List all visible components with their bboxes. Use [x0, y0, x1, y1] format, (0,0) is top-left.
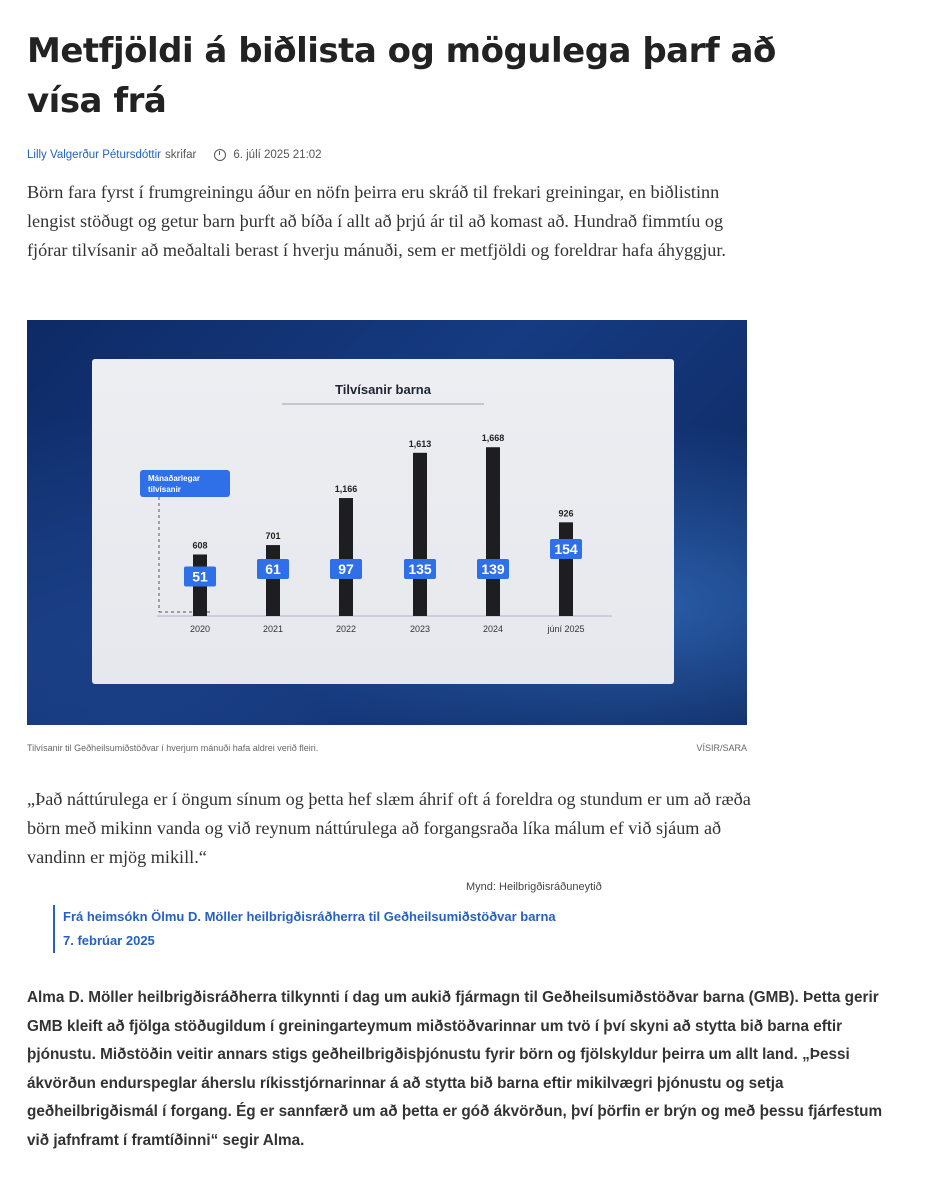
- x-tick-label: 2023: [409, 624, 431, 634]
- x-tick-label: 2024: [482, 624, 504, 634]
- related-title[interactable]: Frá heimsókn Ölmu D. Möller heilbrigðisráðherra til Geðheilsumiðstöðvar barna: [63, 909, 556, 924]
- bar: [413, 453, 427, 616]
- bar: [559, 522, 573, 616]
- x-tick-label: 2021: [262, 624, 284, 634]
- monthly-badge-label: 135: [408, 561, 432, 577]
- x-tick-label: 2022: [335, 624, 357, 634]
- monthly-badge-label: 154: [554, 541, 578, 557]
- figure-credit: VÍSIR/SARA: [696, 743, 747, 753]
- monthly-badge-label: 97: [338, 561, 354, 577]
- bar: [266, 545, 280, 616]
- related-date[interactable]: 7. febrúar 2025: [63, 933, 155, 948]
- related-link[interactable]: [53, 905, 703, 953]
- bar-total-label: 1,166: [334, 484, 358, 495]
- monthly-badge-label: 51: [192, 568, 208, 585]
- article-figure: [27, 320, 747, 725]
- chart-legend: [140, 470, 230, 612]
- legend-label-line1: Mánaðarlegar: [148, 474, 201, 483]
- article-body: Alma D. Möller heilbrigðisráðherra tilkynnti í dag um aukið fjármagn til Geðheilsumiðstöðvar barna (GMB). Þetta gerir GMB kleift að fjölga stöðugildum í greiningarteymum miðstöðvarinnar um tvö í því skyni að stytta bið barna eftir þjónustu. Miðstöðin veitir annars stigs geðheilbrigðisþjónustu fyrir börn og fjölskyldur þeirra um allt land. „Þessi ákvörðun endurspeglar áherslu ríkisstjórnarinnar á að stytta bið barna eftir mikilvægri þjónustu og setja geðheilbrigðismál í forgang. Ég er sannfærð um að þetta er góð ákvörðun, því þörfin er brýn og með þessu fjárfestum við jafnframt í framtíðinni“ segir Alma.: [27, 989, 883, 1149]
- author-link[interactable]: Lilly Valgerður Pétursdóttir: [27, 149, 162, 161]
- byline: [27, 149, 322, 161]
- legend-label-line2: tilvísanir: [148, 485, 181, 494]
- photo-credit: Mynd: Heilbrigðisráðuneytið: [466, 881, 602, 893]
- figure-caption: Tilvísanir til Geðheilsumiðstöðvar í hverjum mánuði hafa aldrei verið fleiri.: [27, 743, 319, 753]
- monthly-badge-label: 61: [265, 561, 281, 577]
- bar-total-label: 1,613: [408, 438, 432, 449]
- bar: [486, 447, 500, 616]
- x-tick-label: 2020: [189, 624, 211, 634]
- monthly-badge-label: 139: [481, 561, 505, 577]
- author-suffix: skrifar: [165, 149, 197, 161]
- publish-date: 6. júlí 2025 21:02: [233, 149, 322, 161]
- figure-caption-row: [27, 743, 747, 753]
- article-lead: Börn fara fyrst í frumgreiningu áður en nöfn þeirra eru skráð til frekari greiningar, en biðlistinn lengist stöðugt og getur barn þurft að bíða í allt að þrjú ár til að komast að. Hundrað fimmtíu og fjórar tilvísanir að meðaltali berast í hverju mánuði, sem er metfjöldi og foreldrar hafa áhyggjur.: [27, 182, 726, 260]
- bar-chart: [92, 359, 674, 684]
- clock-icon: [214, 149, 226, 161]
- bar-total-label: 701: [265, 531, 281, 542]
- article-headline: Metfjöldi á biðlista og mögulega þarf að vísa frá: [27, 31, 776, 121]
- x-tick-label: júní 2025: [547, 624, 585, 634]
- chart-title: Tilvísanir barna: [335, 382, 431, 397]
- bar-total-label: 1,668: [481, 433, 505, 444]
- bar: [339, 498, 353, 616]
- bar-total-label: 608: [192, 540, 208, 551]
- bar-total-label: 926: [558, 508, 574, 519]
- article-quote: „Það náttúrulega er í öngum sínum og þetta hef slæm áhrif oft á foreldra og stundum er um að ræða börn með mikinn vanda og við reynum náttúrulega að forgangsraða líka málum ef við sjáum að vandinn er mjög mikill.“: [27, 789, 751, 867]
